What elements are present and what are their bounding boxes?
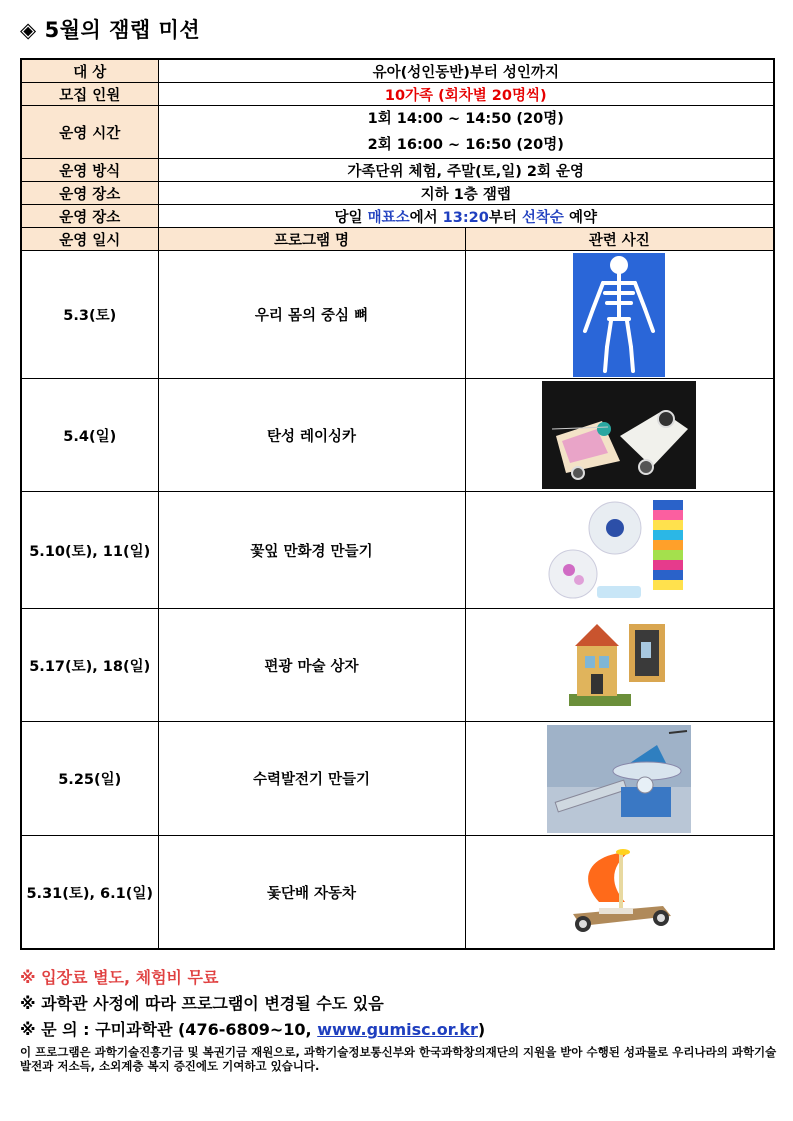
contact-suffix: ) xyxy=(477,1020,486,1039)
info-value xyxy=(158,205,774,228)
info-row-place xyxy=(21,182,774,205)
info-label: 운영 시간 xyxy=(21,106,158,159)
schedule-photo-cell xyxy=(465,251,774,379)
schedule-row xyxy=(21,492,774,609)
schedule-photo-cell xyxy=(465,836,774,950)
fee-note: ※ 입장료 별도, 체험비 무료 xyxy=(20,968,219,987)
text-part: 13:20 xyxy=(442,209,489,226)
schedule-date: 5.10(토), 11(일) xyxy=(21,492,158,609)
text-part: 예약 xyxy=(563,209,597,226)
schedule-program: 우리 몸의 중심 뼈 xyxy=(158,251,465,379)
schedule-row xyxy=(21,609,774,722)
session-2: 2회 16:00 ~ 16:50 (20명) xyxy=(367,137,564,153)
sail-car-photo xyxy=(559,844,679,940)
title-text: 5월의 잼랩 미션 xyxy=(44,18,201,42)
info-row-method xyxy=(21,159,774,182)
text-part: 당일 xyxy=(334,209,368,226)
info-row-reservation xyxy=(21,205,774,228)
kaleidoscope-photo xyxy=(545,494,693,606)
info-label: 모집 인원 xyxy=(21,83,158,106)
schedule-row xyxy=(21,722,774,836)
schedule-date: 5.25(일) xyxy=(21,722,158,836)
schedule-photo-cell xyxy=(465,492,774,609)
text-part: 매표소 xyxy=(367,209,410,226)
text-part: 선착순 xyxy=(521,209,564,226)
schedule-header xyxy=(21,228,774,251)
schedule-date: 5.4(일) xyxy=(21,379,158,492)
skeleton-craft-photo xyxy=(573,253,665,377)
schedule-program: 수력발전기 만들기 xyxy=(158,722,465,836)
schedule-program: 꽃잎 만화경 만들기 xyxy=(158,492,465,609)
contact-text: ※ 문 의 : 구미과학관 (476-6809~10, xyxy=(20,1020,318,1039)
funding-disclaimer: 이 프로그램은 과학기술진흥기금 및 복권기금 재원으로, 과학기술정보통신부와 한국과학창의재단의 지원을 받아 수행된 성과물로 우리나라의 과학기술 발전과 저소득, 소외계층 복지 증진에도 기여하고 있습니다. xyxy=(20,1045,777,1073)
footer-notes xyxy=(20,965,780,1073)
schedule-photo-cell xyxy=(465,609,774,722)
text-part: 부터 xyxy=(488,209,522,226)
website-link[interactable]: www.gumisc.or.kr xyxy=(317,1020,478,1039)
contact-note xyxy=(20,1017,780,1043)
schedule-program: 편광 마술 상자 xyxy=(158,609,465,722)
text-part: 에서 xyxy=(409,209,443,226)
info-row-target xyxy=(21,59,774,83)
page-title xyxy=(20,14,200,44)
info-label: 대 상 xyxy=(21,59,158,83)
header-date: 운영 일시 xyxy=(21,228,158,251)
info-row-capacity xyxy=(21,83,774,106)
schedule-photo-cell xyxy=(465,379,774,492)
info-row-time xyxy=(21,106,774,159)
change-note: ※ 과학관 사정에 따라 프로그램이 변경될 수도 있음 xyxy=(20,994,384,1013)
stacked-tube xyxy=(653,500,683,590)
info-label: 운영 장소 xyxy=(21,182,158,205)
schedule-date: 5.17(토), 18(일) xyxy=(21,609,158,722)
schedule-row xyxy=(21,379,774,492)
info-value: 유아(성인동반)부터 성인까지 xyxy=(158,59,774,83)
racing-car-craft-photo xyxy=(542,381,696,489)
hydro-generator-photo xyxy=(547,725,691,833)
info-label: 운영 방식 xyxy=(21,159,158,182)
schedule-program: 돛단배 자동차 xyxy=(158,836,465,950)
polarized-box-photo xyxy=(567,618,671,712)
info-value: 지하 1층 잼랩 xyxy=(158,182,774,205)
schedule-row xyxy=(21,836,774,950)
schedule-date: 5.3(토) xyxy=(21,251,158,379)
info-value: 가족단위 체험, 주말(토,일) 2회 운영 xyxy=(158,159,774,182)
info-label: 운영 장소 xyxy=(21,205,158,228)
diamond-marker-icon: ◈ xyxy=(20,18,37,42)
info-value xyxy=(158,106,774,159)
info-value: 10가족 (회차별 20명씩) xyxy=(158,83,774,106)
header-program: 프로그램 명 xyxy=(158,228,465,251)
header-photo: 관련 사진 xyxy=(465,228,774,251)
schedule-date: 5.31(토), 6.1(일) xyxy=(21,836,158,950)
program-table xyxy=(20,58,775,950)
schedule-row xyxy=(21,251,774,379)
schedule-photo-cell xyxy=(465,722,774,836)
session-1: 1회 14:00 ~ 14:50 (20명) xyxy=(367,111,564,127)
schedule-program: 탄성 레이싱카 xyxy=(158,379,465,492)
